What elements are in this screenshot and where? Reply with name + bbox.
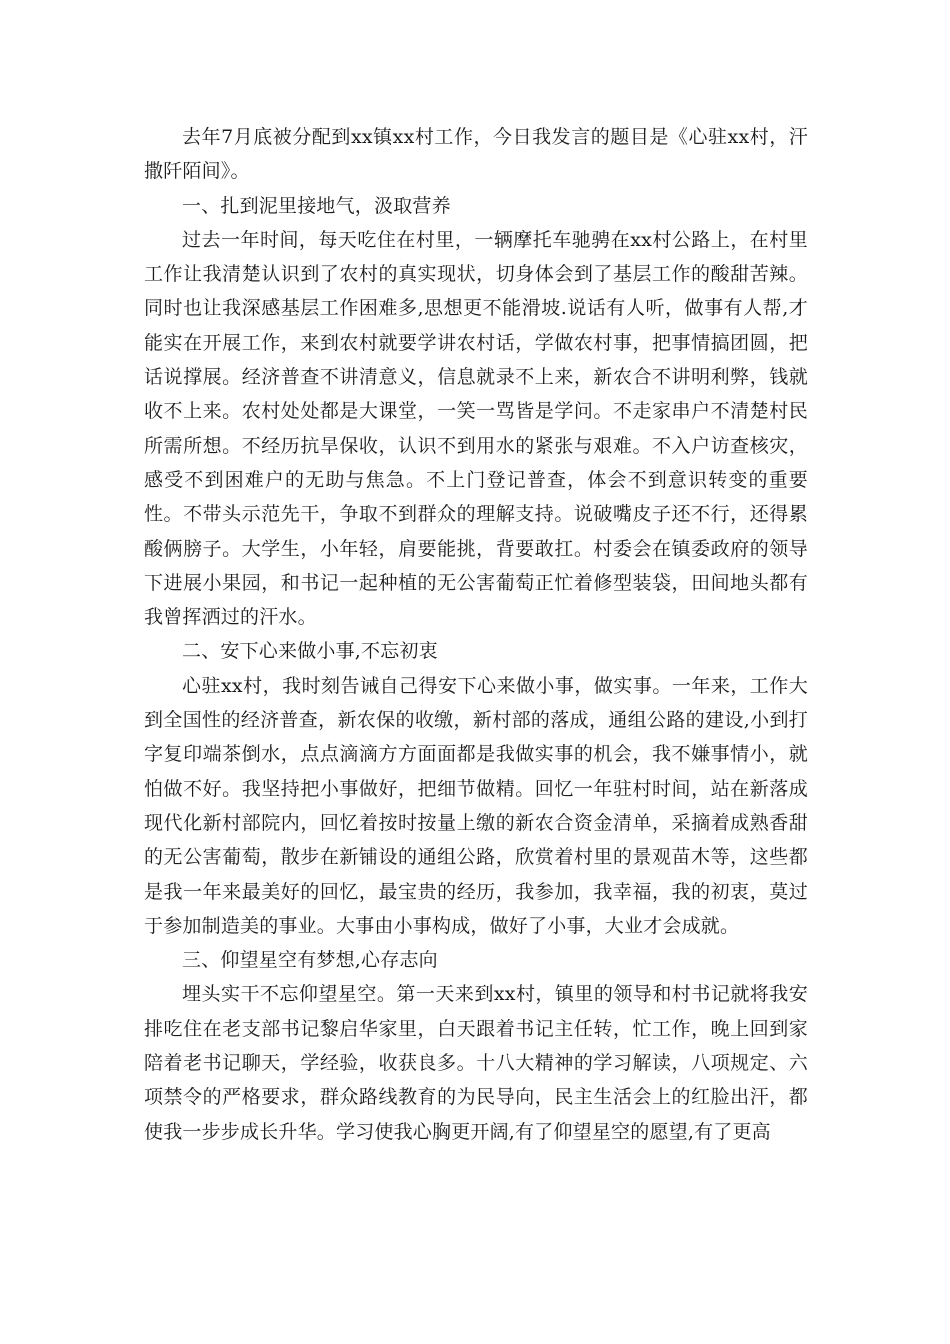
section-heading-2: 二、安下心来做小事,不忘初衷	[182, 640, 438, 663]
section-heading-1: 一、扎到泥里接地气，汲取营养	[182, 194, 451, 217]
section-3-paragraph: 埋头实干不忘仰望星空。第一天来到xx村，镇里的领导和村书记就将我安排吃住在老支部书记黎启华家里，白天跟着书记主任转，忙工作，晚上回到家陪着老书记聊天，学经验，收获良多。十八大精神的学习解读，八项规定、六项禁令的严格要求，群众路线教育的为民导向，民主生活会上的红脸出汗，都使我一步步成长升华。学习使我心胸更开阔,有了仰望星空的愿望,有了更高	[144, 983, 808, 1143]
section-2-paragraph: 心驻xx村，我时刻告诫自己得安下心来做小事，做实事。一年来，工作大到全国性的经济普查，新农保的收缴，新村部的落成，通组公路的建设,小到打字复印端茶倒水，点点滴滴方方面面都是我做实事的机会，我不嫌事情小，就怕做不好。我坚持把小事做好，把细节做精。回忆一年驻村时间，站在新落成现代化新村部院内，回忆着按时按量上缴的新农合资金清单，采摘着成熟香甜的无公害葡萄，散步在新铺设的通组公路，欣赏着村里的景观苗木等，这些都是我一年来最美好的回忆，最宝贵的经历，我参加，我幸福，我的初衷，莫过于参加制造美的事业。大事由小事构成，做好了小事，大业才会成就。	[144, 674, 808, 937]
document-body	[144, 120, 808, 1149]
intro-paragraph: 去年7月底被分配到xx镇xx村工作，今日我发言的题目是《心驻xx村，汗撒阡陌间》。	[144, 126, 808, 183]
section-1-paragraph: 过去一年时间，每天吃住在村里，一辆摩托车驰骋在xx村公路上，在村里工作让我清楚认识到了农村的真实现状，切身体会到了基层工作的酸甜苦辣。同时也让我深感基层工作困难多,思想更不能滑坡.说话有人听，做事有人帮,才能实在开展工作，来到农村就要学讲农村话，学做农村事，把事情搞团圆，把话说撑展。经济普查不讲清意义，信息就录不上来，新农合不讲明利弊，钱就收不上来。农村处处都是大课堂，一笑一骂皆是学问。不走家串户不清楚村民所需所想。不经历抗旱保收，认识不到用水的紧张与艰难。不入户访查核灾，感受不到困难户的无助与焦急。不上门登记普查，体会不到意识转变的重要性。不带头示范先干，争取不到群众的理解支持。说破嘴皮子还不行，还得累酸俩膀子。大学生，小年轻，肩要能挑，背要敢扛。村委会在镇委政府的领导下进展小果园，和书记一起种植的无公害葡萄正忙着修型装袋，田间地头都有我曾挥洒过的汗水。	[144, 228, 808, 629]
section-heading-3: 三、仰望星空有梦想,心存志向	[182, 949, 438, 972]
